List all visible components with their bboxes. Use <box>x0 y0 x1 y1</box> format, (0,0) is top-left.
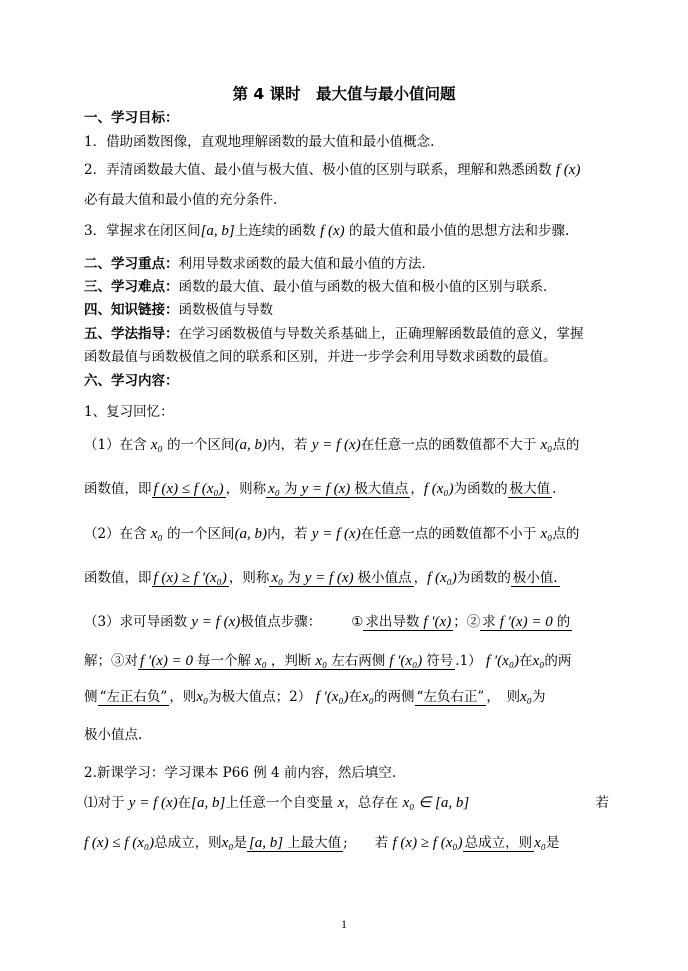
step-2-text: 求 <box>482 614 496 630</box>
difficulty-heading: 三、学习难点： <box>84 279 179 295</box>
goals-heading: 一、学习目标： <box>84 110 179 126</box>
review-1-inequality: f (x) ≤ f (x₀) <box>153 481 224 497</box>
step-3-text-c: 左右两侧 <box>331 653 386 669</box>
review-1-text-d: 在任意一点的函数值都不大于 <box>360 437 537 453</box>
q1-text-g: 是 <box>233 835 247 851</box>
key-points <box>84 254 609 274</box>
q1-x0: x₀ <box>221 835 234 851</box>
q1-x: x <box>337 795 345 811</box>
review-3-x0-c: x₀ <box>520 689 532 705</box>
link-text: 函数极值与导数 <box>178 302 273 318</box>
method-text-1: 在学习函数极值与导数关系基础上，正确理解函数最值的意义，掌握 <box>178 326 584 342</box>
review-heading: 1、复习回忆： <box>84 404 174 420</box>
q1-x0-b: x₀ <box>534 835 546 851</box>
q1-text-e: 若 <box>595 795 609 811</box>
goal-3-text-b: 上连续的函数 <box>234 223 316 239</box>
review-1-line-1 <box>84 435 609 455</box>
q1-interval: [a, b] <box>191 795 226 811</box>
step-3-fpx0: f ′(x₀) <box>389 653 423 669</box>
review-1-text-h: 为函数的 <box>453 481 508 497</box>
q1-yfx: y = f (x) <box>128 795 178 811</box>
step-3-case-1: .1） <box>455 653 482 669</box>
q1-interval-blank: [a, b] <box>248 835 284 851</box>
review-2-yfx-blank: y = f (x) <box>304 570 354 586</box>
q1-text-j: 总成立，则 <box>464 835 533 851</box>
difficulty-text: 函数的最大值、最小值与函数的极大值和极小值的区别与联系． <box>178 279 557 295</box>
review-3-line-4: 极小值点. <box>84 727 143 743</box>
review-2-min-value: 极小值. <box>512 570 558 586</box>
goal-2-fx: f (x) <box>555 162 581 178</box>
review-3-text-f: 为极大值点；2） <box>208 689 312 705</box>
review-2-wei: 为 <box>287 570 301 586</box>
review-2-x0: x₀ <box>150 526 163 542</box>
step-2-marker: ；② <box>453 614 481 630</box>
review-1-comma: ， <box>410 481 424 497</box>
difficulties <box>84 277 609 297</box>
q1-ineq-le: f (x) ≤ f (x₀) <box>84 835 155 851</box>
step-1-derivative: f ′(x) <box>423 614 452 630</box>
goal-3 <box>84 221 609 241</box>
content-heading: 六、学习内容： <box>84 373 179 389</box>
review-1-yfx: y = f (x) <box>311 437 361 453</box>
step-3-x0-b: x₀ <box>315 653 328 669</box>
review-3-text-i: 为 <box>531 689 546 705</box>
review-3-line-2 <box>84 651 609 671</box>
review-2-yfx: y = f (x) <box>311 526 361 542</box>
left-neg-right-pos: “左负右正” <box>416 689 485 705</box>
q1-text-i: ; 若 <box>343 835 389 851</box>
review-3-text-d: 侧 <box>84 689 98 705</box>
review-2-text-b: 的一个区间 <box>167 526 235 542</box>
knowledge-link <box>84 300 609 320</box>
step-3-text-b: ，判断 <box>270 653 312 669</box>
q1-text-b: 在 <box>177 795 192 811</box>
step-3-text-f: 在 <box>519 653 533 669</box>
review-1-x0-blank: x₀ <box>268 481 280 497</box>
step-3-sign: 符号 <box>426 653 454 669</box>
q1-text-d: ，总存在 <box>344 795 399 811</box>
review-2-comma: ， <box>413 570 428 586</box>
step-3-text-g: 的两 <box>544 653 572 669</box>
review-3-fpx0: f ′(x₀) <box>315 689 349 705</box>
review-2-x0-blank: x₀ <box>271 570 284 586</box>
step-3-x0-c: x₀ <box>532 653 545 669</box>
review-1-text-a: （1）在含 <box>84 437 147 453</box>
review-2-text-c: 内，若 <box>267 526 308 542</box>
goal-3-fx: f (x) <box>320 223 345 239</box>
q1-text-a: ⑴对于 <box>84 795 125 811</box>
step-2-text-b: 的 <box>556 614 571 630</box>
review-2-text-g: ，则称 <box>228 570 270 586</box>
step-2-equation: f ′(x) = 0 <box>499 614 553 630</box>
review-2-text-f: 函数值，即 <box>84 570 152 586</box>
review-2-min-point: 极小值点 <box>357 570 412 586</box>
review-2-text-a: （2）在含 <box>84 526 147 542</box>
step-3-text-a: 每一个解 <box>196 653 251 669</box>
step-1-marker: ① <box>351 614 364 630</box>
review-2-line-2 <box>84 568 609 588</box>
new-learning-q1-line-2 <box>84 833 609 853</box>
review-1-fx0: f (x₀) <box>423 481 454 497</box>
q1-text-f: 总成立，则 <box>154 835 222 851</box>
review-3-text-e: ，则 <box>169 689 197 705</box>
review-2-interval: (a, b) <box>234 526 268 542</box>
goal-2-text: 2．弄清函数最大值、最小值与极大值、极小值的区别与联系，理解和熟悉函数 <box>84 162 552 178</box>
review-1-wei: 为 <box>283 481 298 497</box>
review-2-text-d: 在任意一点的函数值都不小于 <box>360 526 537 542</box>
review-1-text-e: 点的 <box>552 437 580 453</box>
review-2-text-h: 为函数的 <box>456 570 511 586</box>
goal-3-text-a: 3．掌握求在闭区间 <box>84 223 201 239</box>
review-3-x0: x₀ <box>196 689 209 705</box>
review-1-max-value: 极大值 <box>509 481 551 497</box>
review-2-fx0: f (x₀) <box>427 570 457 586</box>
page-title: 第 4 课时 最大值与最小值问题 <box>232 85 456 103</box>
review-1-yfx-blank: y = f (x) <box>301 481 351 497</box>
review-1-x0-b: x₀ <box>540 437 553 453</box>
goal-2-line-1 <box>84 160 609 180</box>
review-2-x0-b: x₀ <box>540 526 553 542</box>
review-3-line-3 <box>84 687 609 707</box>
review-3-text-c: 解；③对 <box>84 653 138 669</box>
page-number: 1 <box>341 917 347 931</box>
review-3-x0-b: x₀ <box>362 689 375 705</box>
new-learning-q1-line-1 <box>84 793 609 813</box>
goal-3-interval: [a, b] <box>200 223 235 239</box>
review-3-text-b: 极值点步骤： <box>240 614 322 630</box>
method-line-2: 函数最值与函数极值之间的联系和区别，并进一步学会利用导数求函数的最值。 <box>84 349 557 365</box>
review-1-text-c: 内，若 <box>267 437 308 453</box>
method-line-1 <box>84 324 609 344</box>
new-learning-intro: 2.新课学习：学习课本 P66 例 4 前内容，然后填空. <box>84 765 397 781</box>
key-heading: 二、学习重点： <box>84 256 179 272</box>
step-1-text: 求出导数 <box>365 614 420 630</box>
goal-2-line-2: 必有最大值和最小值的充分条件. <box>84 192 278 208</box>
goal-1: 1．借助函数图像，直观地理解函数的最大值和最小值概念. <box>84 134 435 150</box>
q1-text-c: 上任意一个自变量 <box>225 795 334 811</box>
review-2-text-e: 点的 <box>552 526 580 542</box>
step-3-equation: f ′(x) = 0 <box>140 653 193 669</box>
review-1-text-g: ，则称 <box>225 481 267 497</box>
review-1-text-f: 函数值，即 <box>84 481 152 497</box>
review-3-text-a: （3）求可导函数 <box>84 614 188 630</box>
review-3-zai: 在 <box>348 689 363 705</box>
review-1-max-point: 极大值点 <box>354 481 409 497</box>
goal-3-text-c: 的最大值和最小值的思想方法和步骤. <box>348 223 570 239</box>
step-3-x0: x₀ <box>254 653 267 669</box>
q1-text-k: 是 <box>545 835 560 851</box>
review-3-yfx: y = f (x) <box>191 614 241 630</box>
review-1-interval: (a, b) <box>234 437 268 453</box>
left-pos-right-neg: “左正右负” <box>99 689 168 705</box>
q1-x0-in: x₀ ∈ [a, b] <box>402 795 470 811</box>
key-text: 利用导数求函数的最大值和最小值的方法． <box>178 256 435 272</box>
review-3-line-1 <box>84 612 609 632</box>
review-2-inequality: f (x) ≥ f ′(x₀) <box>153 570 227 586</box>
step-3-fpx0-b: f ′(x₀) <box>485 653 520 669</box>
review-3-text-g: 的两侧 <box>374 689 415 705</box>
review-1-x0: x₀ <box>150 437 163 453</box>
review-2-line-1 <box>84 524 609 544</box>
review-1-text-b: 的一个区间 <box>167 437 235 453</box>
link-heading: 四、知识链接： <box>84 302 179 318</box>
review-3-text-h: ， 则 <box>486 689 521 705</box>
q1-max-value: 上最大值 <box>287 835 342 851</box>
review-1-line-2: 函数值，即 f (x) ≤ f (x₀) ，则称 x₀ 为 y = f (x) 极大值点 ，f (x₀)为函数的 极大值 . <box>84 481 557 497</box>
q1-ineq-ge: f (x) ≥ f (x₀) <box>392 835 463 851</box>
method-heading: 五、学法指导： <box>84 326 179 342</box>
